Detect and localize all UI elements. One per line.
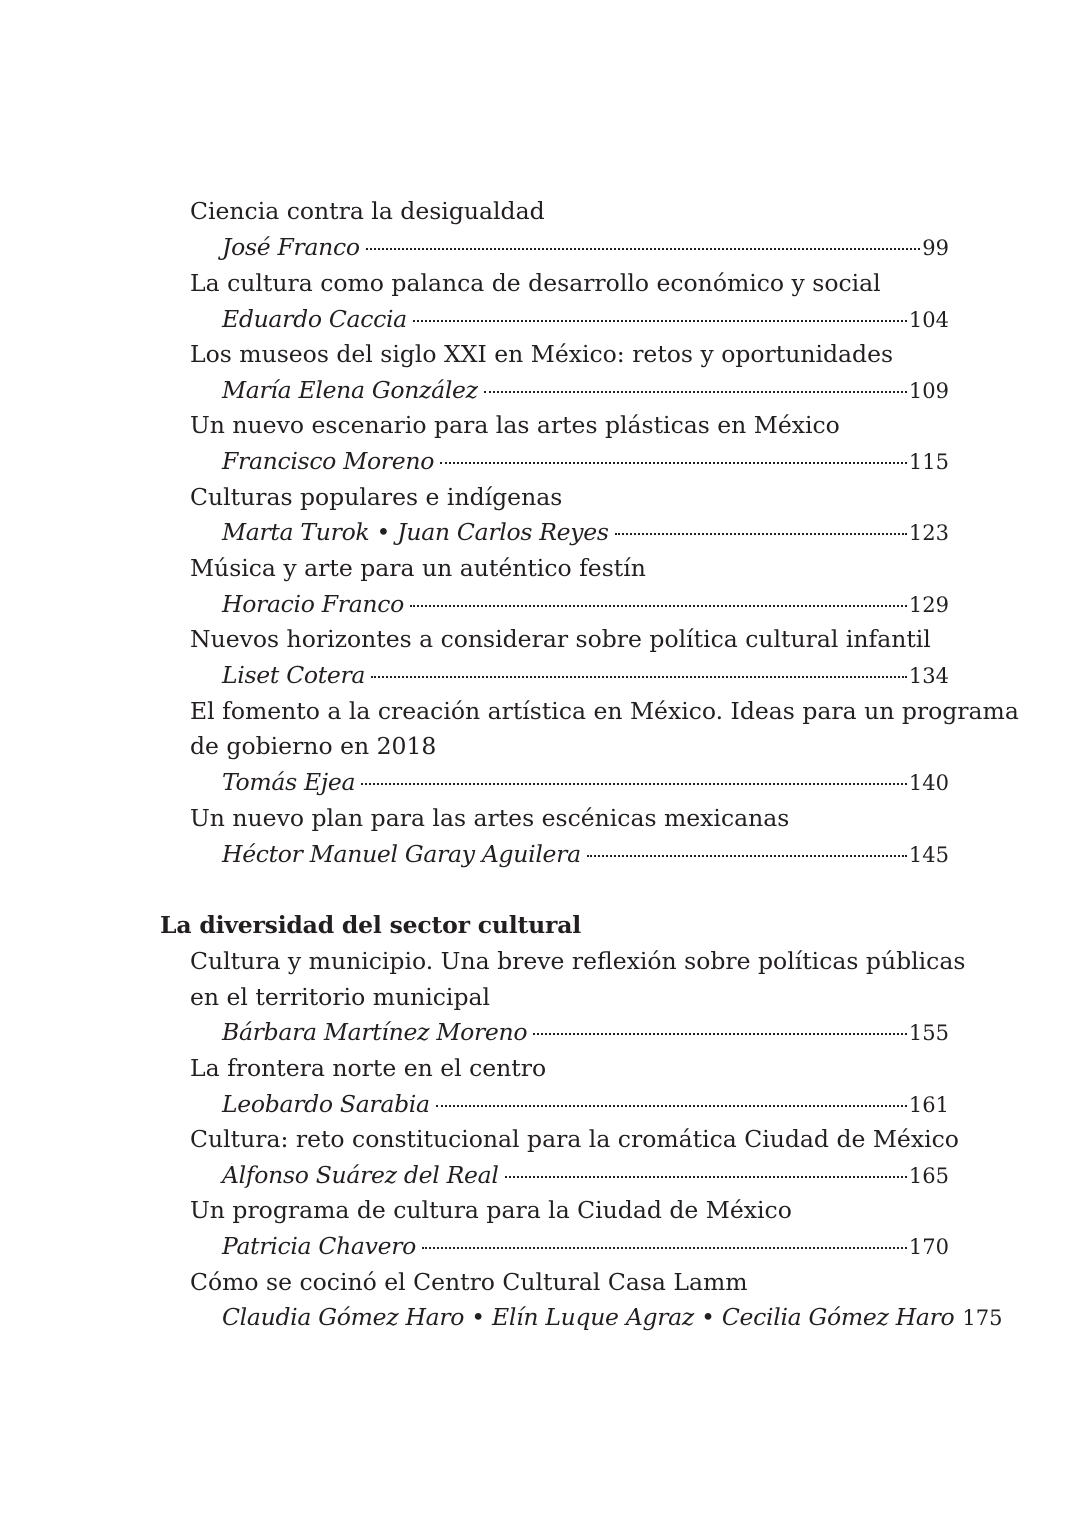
dot-leader [436, 1105, 907, 1107]
toc-entry-page: 161 [908, 1093, 949, 1117]
dot-leader [361, 783, 907, 785]
toc-entry-author-row [222, 586, 949, 623]
toc-entry-page: 145 [908, 843, 949, 867]
toc-entry-author: José Franco [222, 233, 360, 261]
dot-leader [533, 1033, 907, 1035]
toc-entry-page: 155 [908, 1021, 949, 1045]
toc-entry-author: Héctor Manuel Garay Aguilera [222, 840, 581, 868]
toc-entry-title: Nuevos horizontes a considerar sobre política cultural infantil [190, 625, 931, 653]
toc-entry-author: Leobardo Sarabia [222, 1090, 430, 1118]
toc-entry-author: Liset Cotera [222, 661, 366, 689]
dot-leader [587, 855, 907, 857]
toc-entry-author-row [222, 764, 949, 801]
toc-entry-title: Un programa de cultura para la Ciudad de México [190, 1196, 792, 1224]
toc-entry-page: 129 [908, 593, 949, 617]
toc-entry-page: 104 [908, 308, 949, 332]
dot-leader [505, 1176, 907, 1178]
toc-entry-title: Cultura: reto constitucional para la cromática Ciudad de México [190, 1125, 959, 1153]
toc-entry-author: Alfonso Suárez del Real [222, 1161, 499, 1189]
toc-entry-author-row [222, 1299, 1003, 1336]
toc-entry-title: Cultura y municipio. Una breve reflexión sobre políticas públicas [190, 947, 966, 975]
toc-entry-page: 109 [908, 379, 949, 403]
toc-entry-title: Ciencia contra la desigualdad [190, 197, 545, 225]
toc-entry-author-row [222, 1086, 949, 1123]
toc-entry-author-row [222, 1014, 949, 1051]
toc-entry-page: 170 [908, 1235, 949, 1259]
toc-entry-page: 140 [908, 771, 949, 795]
toc-entry-title: La frontera norte en el centro [190, 1054, 547, 1082]
dot-leader [410, 605, 907, 607]
dot-leader [413, 320, 907, 322]
toc-entry-page: 99 [922, 236, 949, 260]
toc-entry-author: Marta Turok • Juan Carlos Reyes [222, 518, 609, 546]
toc-entry-author: Francisco Moreno [222, 447, 435, 475]
toc-entry-author-row [222, 301, 949, 338]
toc-entry-author-row [222, 372, 949, 409]
dot-leader [371, 676, 907, 678]
toc-entry-author-row [222, 836, 949, 873]
toc-entry-title: Los museos del siglo XXI en México: retos y oportunidades [190, 340, 894, 368]
toc-entry-author: Tomás Ejea [222, 768, 356, 796]
toc-entry-page: 134 [908, 664, 949, 688]
toc-entry-page: 123 [908, 521, 949, 545]
toc-entry-author: Patricia Chavero [222, 1232, 417, 1260]
dot-leader [615, 533, 907, 535]
toc-entry-author: Claudia Gómez Haro • Elín Luque Agraz • Cecilia Gómez Haro [222, 1303, 955, 1331]
toc-entry-author-row [222, 1157, 949, 1194]
toc-entry-author-row [222, 1228, 949, 1265]
toc-entry-author: Bárbara Martínez Moreno [222, 1018, 528, 1046]
toc-entry-title-continued: en el territorio municipal [190, 983, 491, 1011]
toc-entry-title: Música y arte para un auténtico festín [190, 554, 646, 582]
toc-entry-author-row [222, 229, 949, 266]
toc-entry-title: Cómo se cocinó el Centro Cultural Casa Lamm [190, 1268, 748, 1296]
dot-leader [366, 248, 921, 250]
toc-entry-page: 175 [962, 1306, 1003, 1330]
toc-entry-author: Eduardo Caccia [222, 305, 407, 333]
section-heading: La diversidad del sector cultural [160, 911, 581, 939]
toc-entry-title: El fomento a la creación artística en México. Ideas para un programa [190, 697, 1019, 725]
toc-entry-author: María Elena González [222, 376, 478, 404]
toc-entry-page: 115 [908, 450, 949, 474]
toc-entry-title: Un nuevo escenario para las artes plásticas en México [190, 411, 840, 439]
toc-entry-author-row [222, 443, 949, 480]
toc-entry-page: 165 [908, 1164, 949, 1188]
toc-entry-author-row [222, 657, 949, 694]
toc-entry-title: Culturas populares e indígenas [190, 483, 563, 511]
dot-leader [484, 391, 907, 393]
toc-entry-author-row [222, 514, 949, 551]
dot-leader [440, 462, 907, 464]
toc-entry-title: Un nuevo plan para las artes escénicas mexicanas [190, 804, 790, 832]
toc-entry-author: Horacio Franco [222, 590, 404, 618]
dot-leader [422, 1247, 907, 1249]
toc-entry-title-continued: de gobierno en 2018 [190, 732, 437, 760]
toc-entry-title: La cultura como palanca de desarrollo económico y social [190, 269, 881, 297]
